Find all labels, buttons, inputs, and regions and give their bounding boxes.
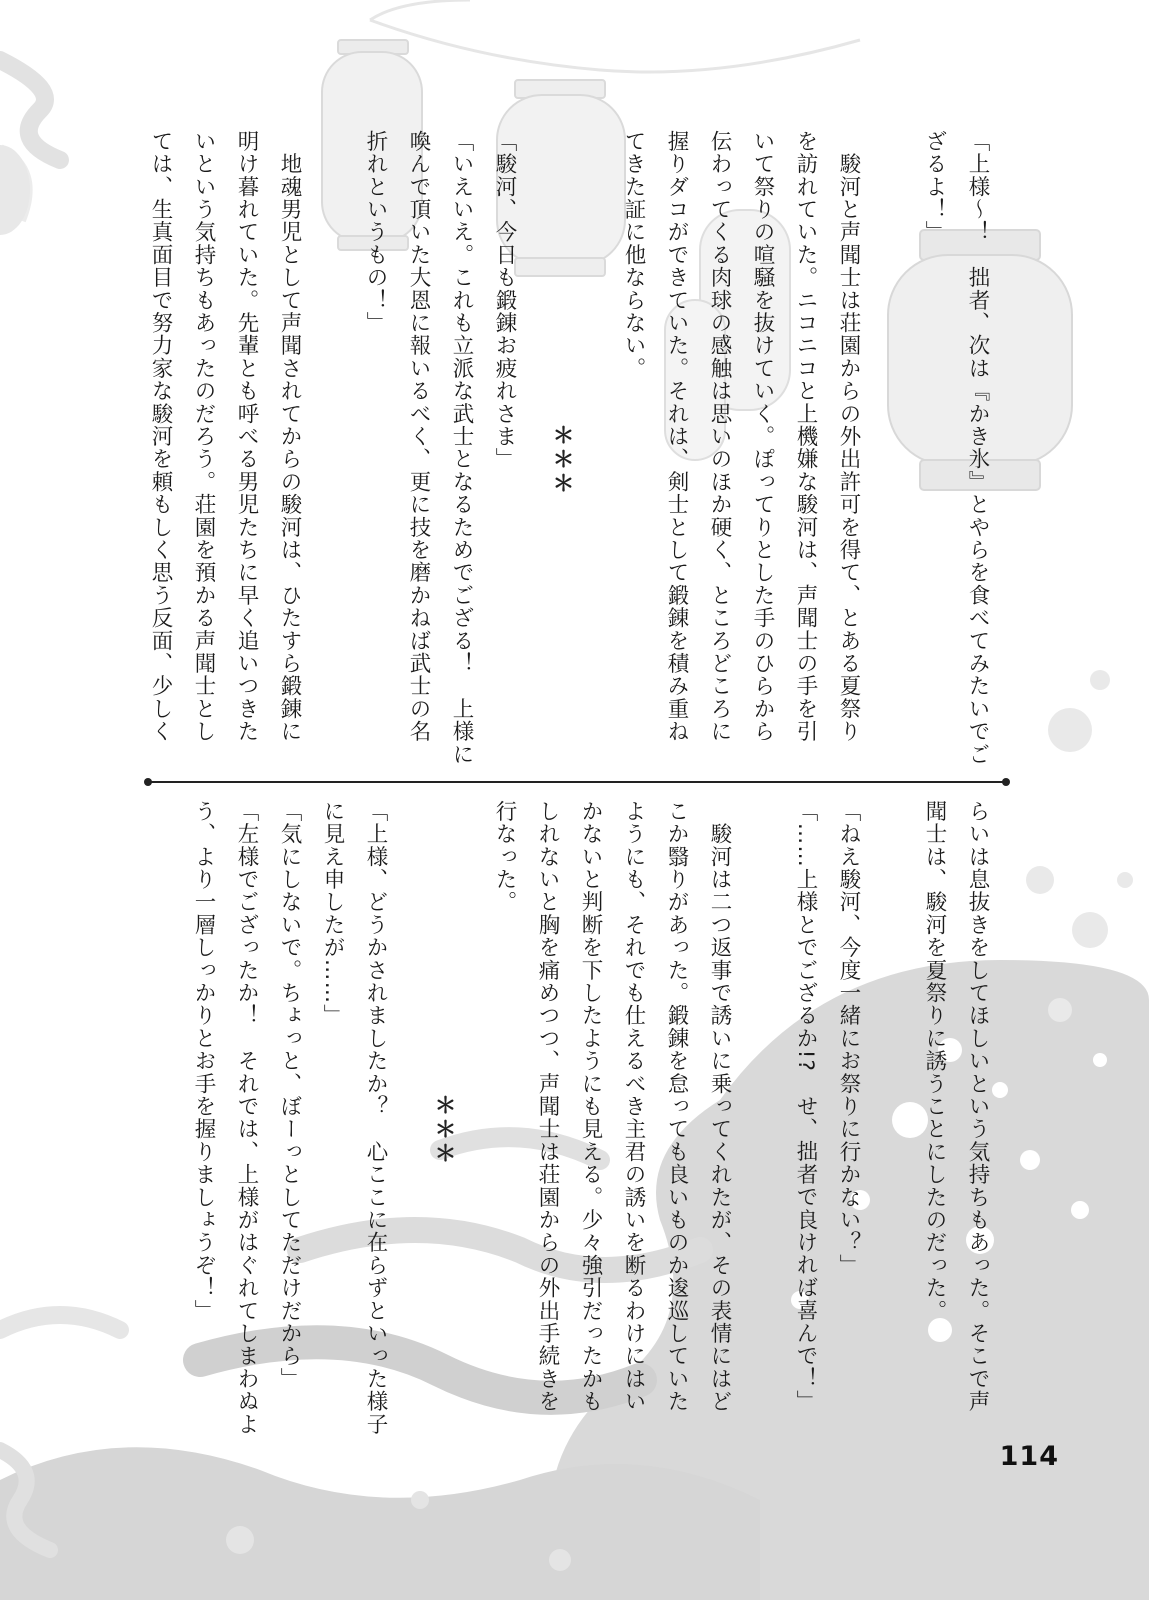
text-line: 「左様でござったか！ それでは、上様がはぐれてしまわぬよ — [234, 800, 259, 1436]
text-line: に見え申したが……」 — [320, 800, 345, 1027]
text-line: 「……上様とでござるか!? せ、拙者で良ければ喜んで！」 — [793, 800, 818, 1413]
text-line — [879, 800, 904, 823]
text-line — [535, 130, 560, 153]
section-break-stars: ＊＊＊ — [549, 424, 574, 496]
text-line: いて祭りの喧騒を抜けていく。ぽってりとした手のひらから — [750, 130, 775, 743]
text-line: しれないと胸を痛めつつ、声聞士は荘園からの外出手続きを — [535, 800, 560, 1413]
page-number: 114 — [999, 1441, 1059, 1472]
text-line: 伝わってくる肉球の感触は思いのほか硬く、ところどころに — [707, 130, 732, 743]
section-break-stars: ＊＊＊ — [431, 1094, 456, 1166]
text-line: 握りダコができていた。それは、剣士として鍛錬を積み重ね — [664, 130, 689, 743]
text-line: 「いえいえ。これも立派な武士となるためでござる！ 上様に — [449, 130, 474, 766]
text-line: 地魂男児として声聞されてからの駿河は、ひたすら鍛錬に — [277, 130, 302, 743]
text-line: 「気にしないで。ちょっと、ぼーっとしてただけだから」 — [277, 800, 302, 1391]
text-line: 「駿河、今日も鍛錬お疲れさま」 — [492, 130, 517, 471]
text-line: 聞士は、駿河を夏祭りに誘うことにしたのだった。 — [922, 800, 947, 1323]
text-line: 「ねえ駿河、今度一緒にお祭りに行かない？」 — [836, 800, 861, 1277]
text-line: ようにも、それでも仕えるべき主君の誘いを断るわけにはい — [621, 800, 646, 1413]
text-line: らいは息抜きをしてほしいという気持ちもあった。そこで声 — [965, 800, 990, 1413]
text-line: を訪れていた。ニコニコと上機嫌な駿河は、声聞士の手を引 — [793, 130, 818, 743]
text-line — [320, 130, 345, 153]
text-line: ざるよ！」 — [922, 130, 947, 244]
text-line: 喚んで頂いた大恩に報いるべく、更に技を磨かねば武士の名 — [406, 130, 431, 743]
text-line: う、より一層しっかりとお手を握りましょうぞ！」 — [191, 800, 216, 1323]
text-line: 「上様〜！ 拙者、次は『かき氷』とやらを食べてみたいでご — [965, 130, 990, 766]
text-line: 「上様、どうかされましたか？ 心ここに在らずといった様子 — [363, 800, 388, 1436]
text-line — [879, 130, 904, 153]
text-line — [449, 800, 474, 823]
text-line: 駿河と声聞士は荘園からの外出許可を得て、とある夏祭り — [836, 130, 861, 743]
text-line: 行なった。 — [492, 800, 517, 914]
text-line: てきた証に他ならない。 — [621, 130, 646, 380]
section-divider — [148, 781, 1006, 783]
text-line: 明け暮れていた。先輩とも呼べる男児たちに早く追いつきた — [234, 130, 259, 743]
text-line — [406, 800, 431, 823]
text-line: かないと判断を下したようにも見える。少々強引だったかも — [578, 800, 603, 1413]
text-line: こか翳りがあった。鍛錬を怠っても良いものか逡巡していた — [664, 800, 689, 1413]
text-line: 折れというもの！」 — [363, 130, 388, 335]
text-line: ては、生真面目で努力家な駿河を頼もしく思う反面、少しく — [148, 130, 173, 743]
text-line — [750, 800, 775, 823]
text-line — [578, 130, 603, 153]
lower-text-block — [182, 800, 999, 1440]
text-line: いという気持ちもあったのだろう。荘園を預かる声聞士とし — [191, 130, 216, 743]
text-line: 駿河は二つ返事で誘いに乗ってくれたが、その表情にはど — [707, 800, 732, 1413]
